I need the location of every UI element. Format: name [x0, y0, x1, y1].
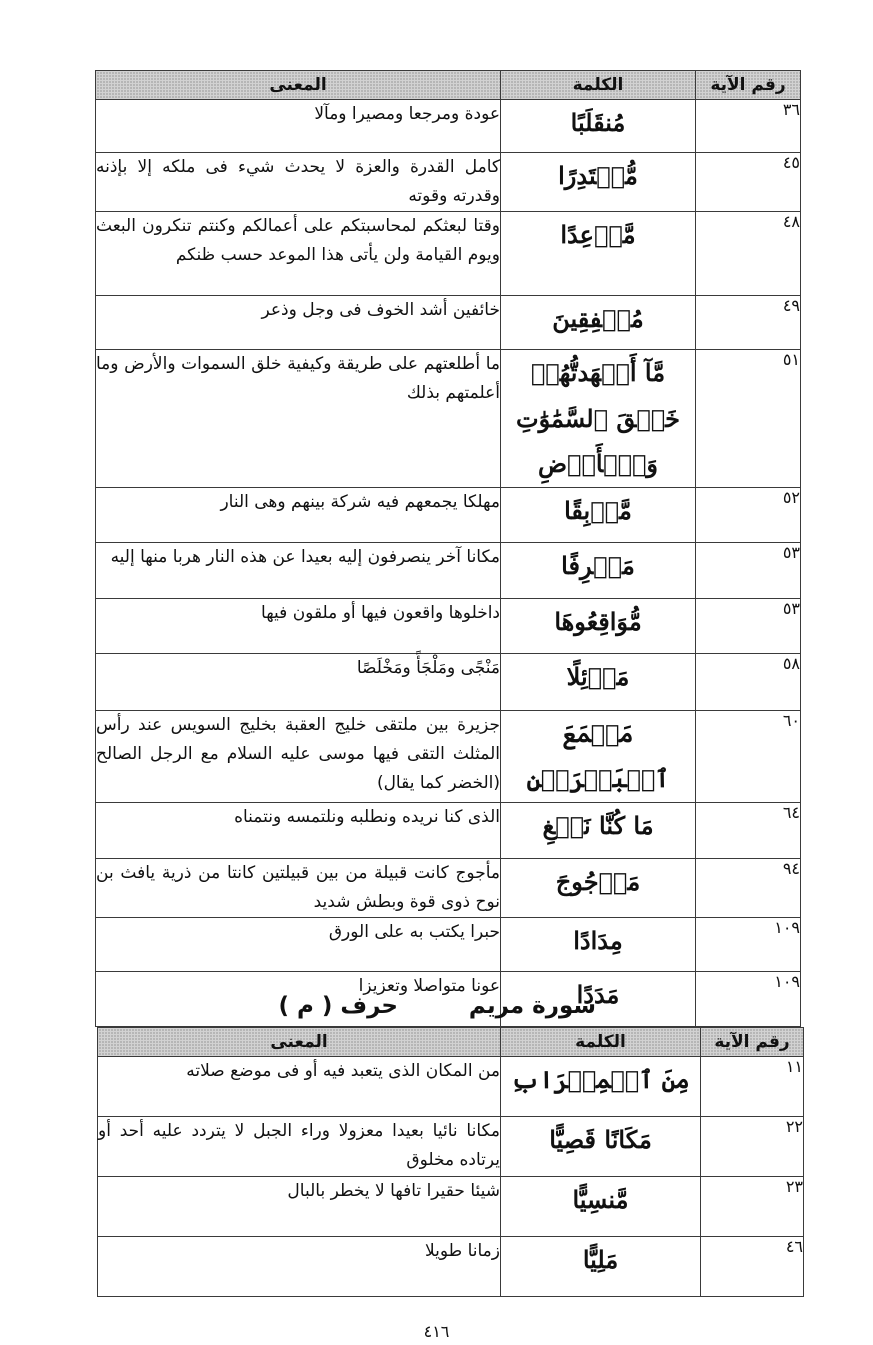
table-header-row	[98, 1028, 804, 1057]
quran-word: مَّآ أَشۡهَدتُّهُمۡ خَلۡقَ ٱلسَّمَٰوَٰتِ وَٱلۡأَرۡضِ	[501, 350, 696, 488]
table-row	[98, 1057, 804, 1117]
table-row	[96, 212, 801, 296]
ayah-number: ٥١	[696, 350, 801, 488]
ayah-number: ٤٥	[696, 153, 801, 212]
header-ayah-number: رقم الآية	[701, 1028, 804, 1057]
glossary-table-al-kahf	[95, 70, 801, 1027]
surah-title: سورة مريم	[468, 993, 596, 1019]
table-row	[96, 802, 801, 858]
ayah-number: ٥٣	[696, 598, 801, 653]
header-ayah-number: رقم الآية	[696, 71, 801, 100]
ayah-number: ٤٦	[701, 1237, 804, 1297]
ayah-number: ١١	[701, 1057, 804, 1117]
table-row	[96, 296, 801, 350]
table-row	[96, 858, 801, 917]
section-heading	[0, 993, 873, 1025]
quran-word: مَوۡئِلًا	[501, 653, 696, 710]
ayah-number: ٦٠	[696, 710, 801, 802]
word-meaning: مَنْجًى ومَلْجَأً ومَخْلَصًا	[96, 653, 501, 710]
word-meaning: شيئا حقيرا تافها لا يخطر بالبال	[98, 1177, 501, 1237]
quran-word: مُّوَاقِعُوهَا	[501, 598, 696, 653]
word-meaning: زمانا طويلا	[98, 1237, 501, 1297]
word-meaning: مهلكا يجمعهم فيه شركة بينهم وهى النار	[96, 487, 501, 542]
table-row	[96, 598, 801, 653]
quran-word: مَّنسِيًّا	[501, 1177, 701, 1237]
ayah-number: ٩٤	[696, 858, 801, 917]
table-row	[96, 350, 801, 488]
quran-word: مِدَادًا	[501, 917, 696, 971]
ayah-number: ٤٩	[696, 296, 801, 350]
ayah-number: ٥٨	[696, 653, 801, 710]
table-row	[96, 917, 801, 971]
header-meaning: المعنى	[96, 71, 501, 100]
word-meaning: مأجوج كانت قبيلة من بين قبيلتين كانتا من ذرية يافث بن نوح ذوى قوة وبطش شديد	[96, 858, 501, 917]
table-row	[96, 653, 801, 710]
quran-word: مَصۡرِفًا	[501, 542, 696, 598]
quran-word: مَّوۡبِقًا	[501, 487, 696, 542]
ayah-number: ٥٢	[696, 487, 801, 542]
word-meaning: داخلوها واقعون فيها أو ملقون فيها	[96, 598, 501, 653]
table-row	[96, 487, 801, 542]
quran-word: مَّوۡعِدًا	[501, 212, 696, 296]
word-meaning: عونا متواصلا وتعزيزا	[96, 971, 501, 1026]
ayah-number: ١٠٩	[696, 917, 801, 971]
word-meaning: كامل القدرة والعزة لا يحدث شيء فى ملكه إلا بإذنه وقدرته وقوته	[96, 153, 501, 212]
header-word: الكلمة	[501, 1028, 701, 1057]
word-meaning: من المكان الذى يتعبد فيه أو فى موضع صلاته	[98, 1057, 501, 1117]
quran-word: مُّقۡتَدِرًا	[501, 153, 696, 212]
word-meaning: خائفين أشد الخوف فى وجل وذعر	[96, 296, 501, 350]
letter-title: حرف ( م )	[278, 993, 398, 1019]
quran-word: مُنقَلَبًا	[501, 100, 696, 153]
ayah-number: ٤٨	[696, 212, 801, 296]
quran-word: مَا كُنَّا نَبۡغِ	[501, 802, 696, 858]
quran-word: مَأۡجُوجَ	[501, 858, 696, 917]
quran-word: مُشۡفِقِينَ	[501, 296, 696, 350]
word-meaning: عودة ومرجعا ومصيرا ومآلا	[96, 100, 501, 153]
table-row	[98, 1177, 804, 1237]
table-row	[96, 153, 801, 212]
word-meaning: جزيرة بين ملتقى خليج العقبة بخليج السويس عند رأس المثلث التقى فيها موسى عليه السلام مع الرجل الصالح (الخضر كما يقال)	[96, 710, 501, 802]
ayah-number: ١٠٩	[696, 971, 801, 1026]
table-row	[96, 100, 801, 153]
quran-word: مَدَدًا	[501, 971, 696, 1026]
ayah-number: ٢٢	[701, 1117, 804, 1177]
table-row	[98, 1117, 804, 1177]
table-row	[96, 542, 801, 598]
word-meaning: مكانا نائيا بعيدا معزولا وراء الجبل لا يتردد عليه أحد أو يرتاده مخلوق	[98, 1117, 501, 1177]
table-row	[96, 710, 801, 802]
ayah-number: ٢٣	[701, 1177, 804, 1237]
header-meaning: المعنى	[98, 1028, 501, 1057]
table-header-row	[96, 71, 801, 100]
table-row	[98, 1237, 804, 1297]
word-meaning: ما أطلعتهم على طريقة وكيفية خلق السموات والأرض وما أعلمتهم بذلك	[96, 350, 501, 488]
word-meaning: الذى كنا نريده ونطلبه ونلتمسه ونتمناه	[96, 802, 501, 858]
ayah-number: ٦٤	[696, 802, 801, 858]
page-number: ٤١٦	[423, 1322, 450, 1341]
quran-word: مَلِيًّا	[501, 1237, 701, 1297]
quran-word: مَكَانًا قَصِيًّا	[501, 1117, 701, 1177]
glossary-table-maryam	[97, 1027, 804, 1297]
quran-word: مِنَ ٱلۡمِحۡرَابِ	[501, 1057, 701, 1117]
header-word: الكلمة	[501, 71, 696, 100]
word-meaning: حبرا يكتب به على الورق	[96, 917, 501, 971]
quran-word: مَجۡمَعَ ٱلۡبَحۡرَيۡنِ	[501, 710, 696, 802]
word-meaning: وقتا لبعثكم لمحاسبتكم على أعمالكم وكنتم تنكرون البعث ويوم القيامة ولن يأتى هذا الموعد حسب ظنكم	[96, 212, 501, 296]
word-meaning: مكانا آخر ينصرفون إليه بعيدا عن هذه النار هربا منها إليه	[96, 542, 501, 598]
ayah-number: ٣٦	[696, 100, 801, 153]
ayah-number: ٥٣	[696, 542, 801, 598]
